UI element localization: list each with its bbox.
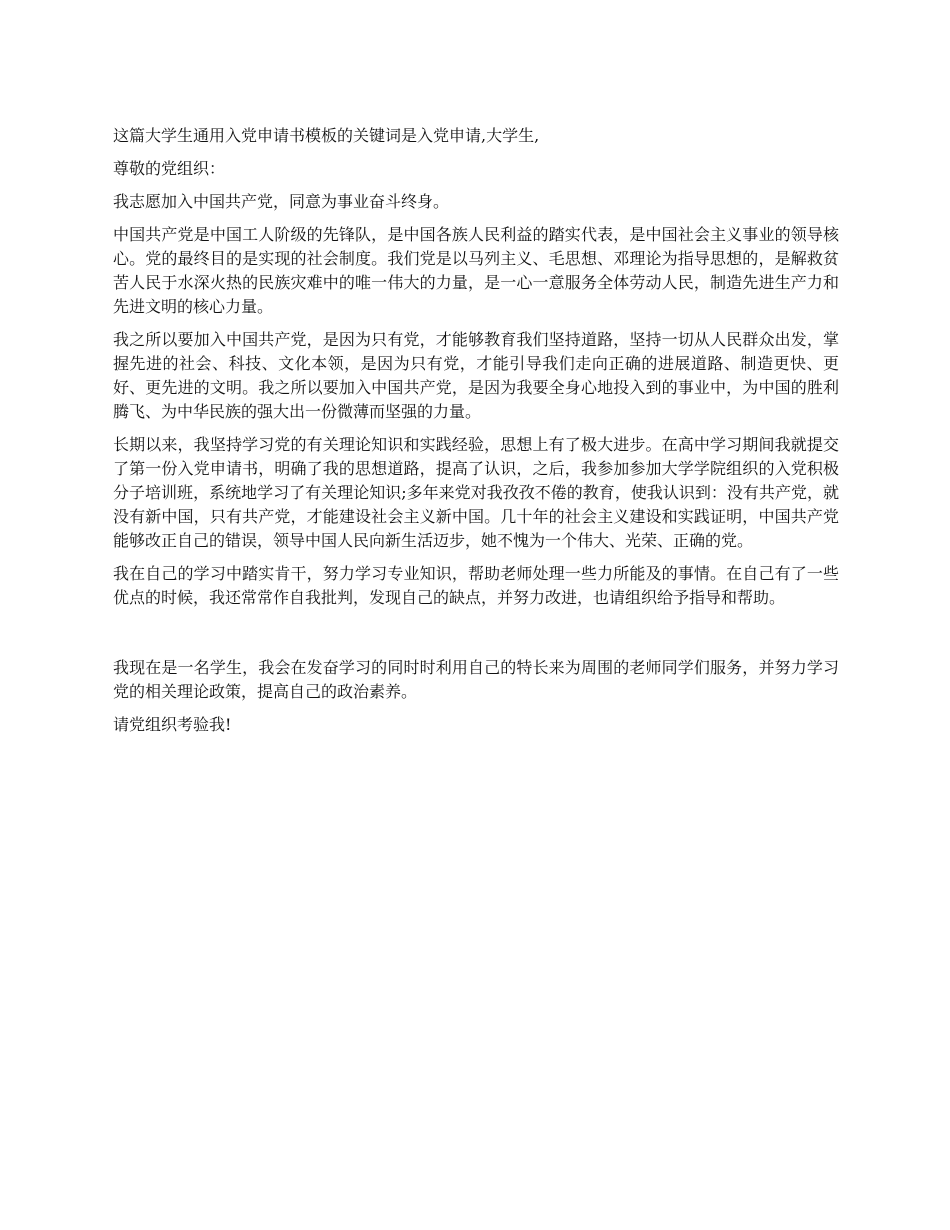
- paragraph-self-improvement: 我在自己的学习中踏实肯干，努力学习专业知识，帮助老师处理一些力所能及的事情。在自己有了一些优点的时候，我还常常作自我批判，发现自己的缺点，并努力改进，也请组织给予指导和帮助。: [113, 564, 839, 607]
- closing-line: 请党组织考验我!: [113, 715, 232, 734]
- paragraph-pledge: 我志愿加入中国共产党，同意为事业奋斗终身。: [113, 192, 450, 211]
- paragraph-learning: 长期以来，我坚持学习党的有关理论知识和实践经验，思想上有了极大进步。在高中学习期间我就提交了第一份入党申请书，明确了我的思想道路，提高了认识，之后，我参加参加大学学院组织的入党积极分子培训班，系统地学习了有关理论知识;多年来党对我孜孜不倦的教育，使我认识到：没有共产党，就没有新中国，只有共产党，才能建设社会主义新中国。几十年的社会主义建设和实践证明，中国共产党能够改正自己的错误，领导中国人民向新生活迈步，她不愧为一个伟大、光荣、正确的党。: [113, 435, 839, 550]
- paragraph-reason: 我之所以要加入中国共产党，是因为只有党，才能够教育我们坚持道路，坚持一切从人民群众出发，掌握先进的社会、科技、文化本领，是因为只有党，才能引导我们走向正确的进展道路、制造更快、更好、更先进的文明。我之所以要加入中国共产党，是因为我要全身心地投入到的事业中，为中国的胜利腾飞、为中华民族的强大出一份微薄而坚强的力量。: [113, 330, 839, 421]
- keywords-line: 这篇大学生通用入党申请书模板的关键词是入党申请,大学生,: [113, 126, 540, 145]
- salutation: 尊敬的党组织：: [113, 159, 226, 178]
- paragraph-current-status: 我现在是一名学生，我会在发奋学习的同时时利用自己的特长来为周围的老师同学们服务，并努力学习党的相关理论政策，提高自己的政治素养。: [113, 658, 839, 701]
- paragraph-party-nature: 中国共产党是中国工人阶级的先锋队，是中国各族人民利益的踏实代表，是中国社会主义事业的领导核心。党的最终目的是实现的社会制度。我们党是以马列主义、毛思想、邓理论为指导思想的，是解救贫苦人民于水深火热的民族灾难中的唯一伟大的力量，是一心一意服务全体劳动人民，制造先进生产力和先进文明的核心力量。: [113, 225, 839, 316]
- document-body: [113, 124, 839, 746]
